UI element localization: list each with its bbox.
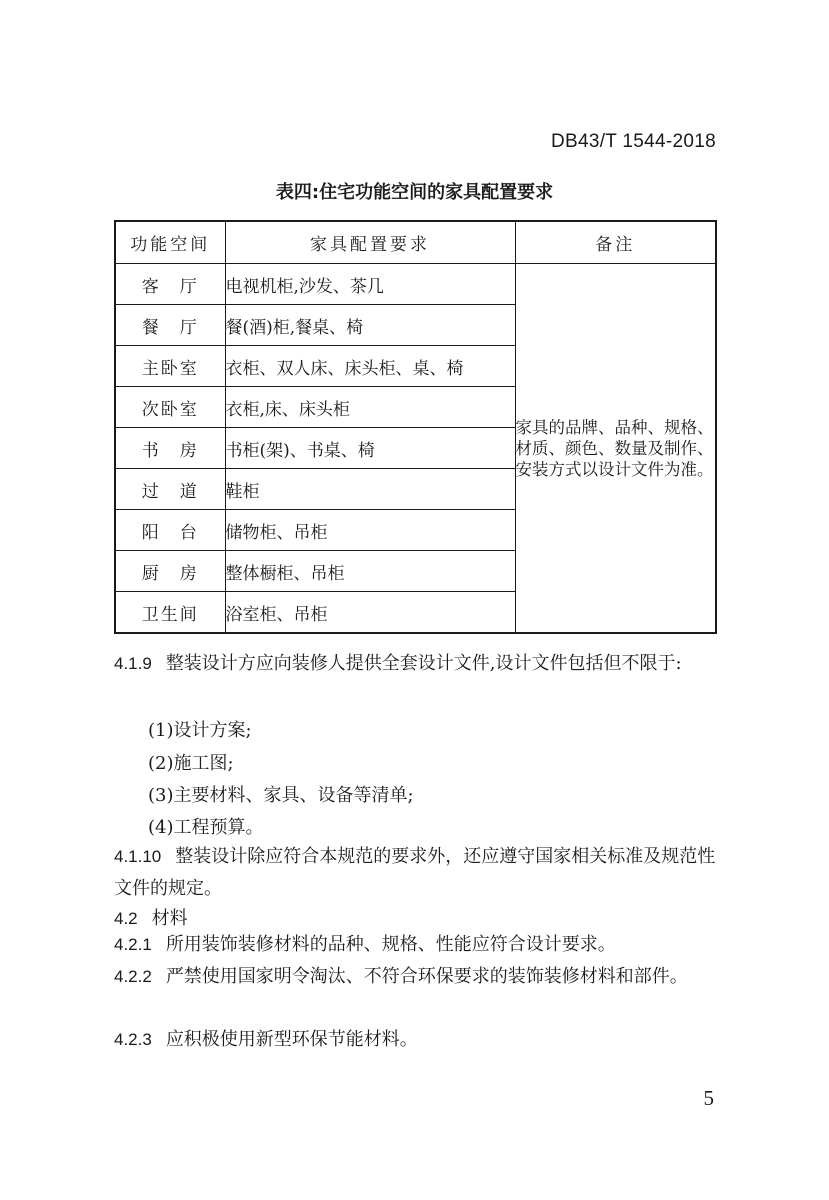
furniture-table (114, 220, 717, 634)
requirement-cell: 储物柜、吊柜 (225, 510, 515, 551)
note-cell: 家具的品牌、品种、规格、材质、颜色、数量及制作、安装方式以设计文件为准。 (515, 264, 716, 634)
clause-4-1-10 (114, 841, 716, 905)
requirement-cell: 书柜(架)、书桌、椅 (225, 428, 515, 469)
table-title: 表四:住宅功能空间的家具配置要求 (275, 182, 554, 203)
clause-text: 整装设计除应符合本规范的要求外，还应遵守国家相关标准及规范性文件的规定。 (114, 846, 716, 899)
clause-4-1-9 (114, 648, 716, 680)
clause-4-2-2 (114, 961, 716, 993)
list-item: (1)设计方案; (148, 720, 252, 741)
requirement-cell: 浴室柜、吊柜 (225, 592, 515, 634)
space-cell: 卫生间 (115, 592, 225, 634)
space-cell: 次卧室 (115, 387, 225, 428)
clause-number: 4.2.2 (114, 967, 152, 986)
section-title: 材料 (151, 908, 188, 929)
clause-4-2-1 (114, 929, 716, 961)
table-header-row (115, 221, 716, 264)
requirement-cell: 餐(酒)柜,餐桌、椅 (225, 305, 515, 346)
space-cell: 餐 厅 (115, 305, 225, 346)
clause-text: 整装设计方应向装修人提供全套设计文件,设计文件包括但不限于: (165, 653, 682, 674)
space-cell: 书 房 (115, 428, 225, 469)
clause-number: 4.2.3 (114, 1030, 152, 1049)
list-item: (4)工程预算。 (148, 817, 264, 838)
clause-number: 4.2.1 (114, 935, 152, 954)
list-item: (3)主要材料、家具、设备等清单; (148, 785, 414, 806)
header-space: 功能空间 (115, 221, 225, 264)
space-cell: 阳 台 (115, 510, 225, 551)
requirement-cell: 鞋柜 (225, 469, 515, 510)
space-cell: 厨 房 (115, 551, 225, 592)
section-4-2 (114, 904, 188, 930)
space-cell: 客 厅 (115, 264, 225, 305)
requirement-cell: 衣柜,床、床头柜 (225, 387, 515, 428)
space-cell: 过 道 (115, 469, 225, 510)
clause-number: 4.1.9 (114, 654, 152, 673)
list-item: (2)施工图; (148, 753, 234, 774)
standard-code: DB43/T 1544-2018 (550, 131, 716, 152)
requirement-cell: 电视机柜,沙发、茶几 (225, 264, 515, 305)
header-note: 备注 (515, 221, 716, 264)
page-number: 5 (703, 1086, 714, 1110)
clause-text: 严禁使用国家明令淘汰、不符合环保要求的装饰装修材料和部件。 (165, 966, 688, 987)
clause-text: 所用装饰装修材料的品种、规格、性能应符合设计要求。 (165, 934, 616, 955)
requirement-cell: 衣柜、双人床、床头柜、桌、椅 (225, 346, 515, 387)
clause-text: 应积极使用新型环保节能材料。 (165, 1029, 418, 1050)
section-number: 4.2 (114, 909, 138, 928)
table-row (115, 264, 716, 305)
clause-4-2-3 (114, 1024, 716, 1056)
space-cell: 主卧室 (115, 346, 225, 387)
clause-number: 4.1.10 (114, 847, 162, 866)
requirement-cell: 整体橱柜、吊柜 (225, 551, 515, 592)
header-requirement: 家具配置要求 (225, 221, 515, 264)
